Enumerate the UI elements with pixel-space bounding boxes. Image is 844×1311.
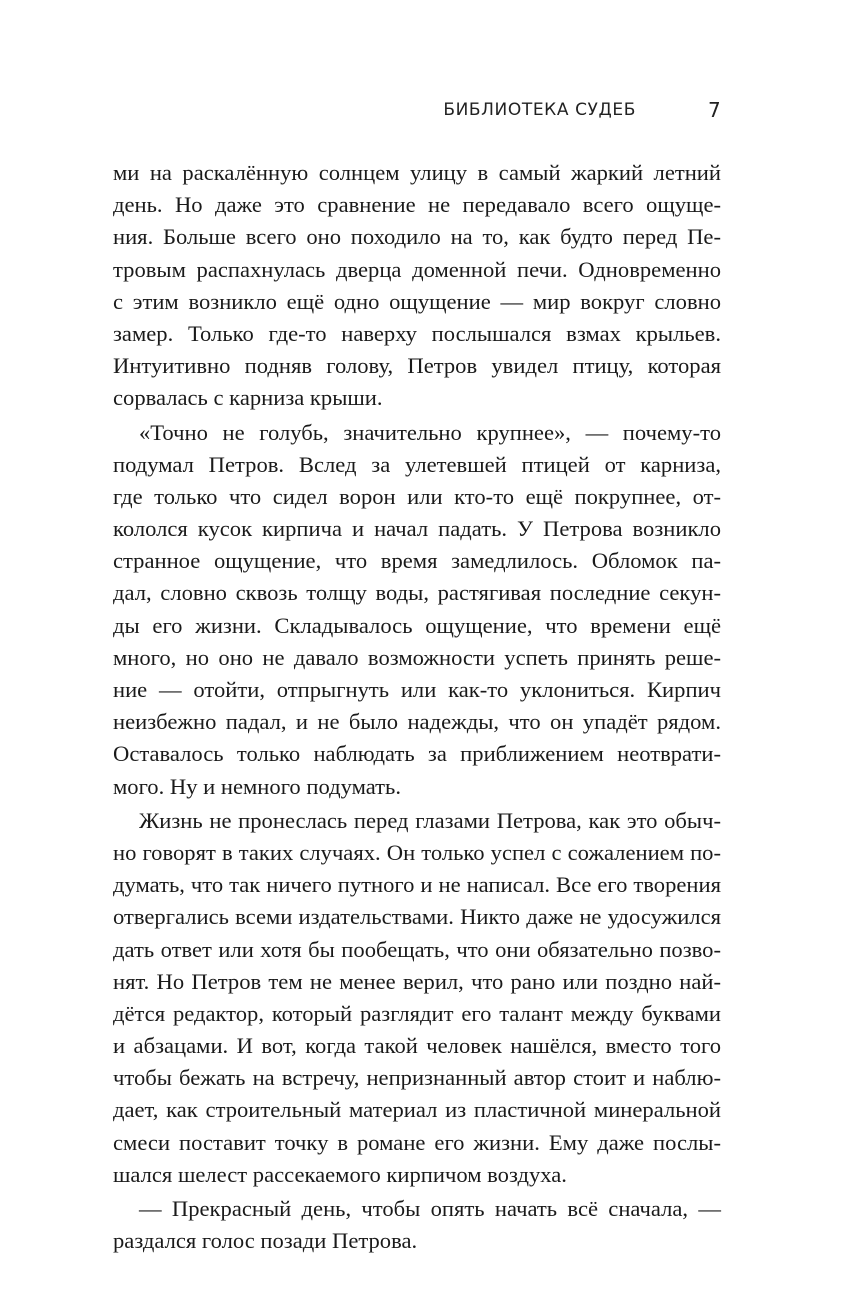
text-line: Интуитивно подняв голову, Петров увидел птицу, которая [113,353,721,379]
text-line: шался шелест рассекаемого кирпичом воздуха. [113,1161,567,1187]
text-line: дал, словно сквозь толщу воды, растягивая последние секун- [113,580,721,606]
text-line: тровым распахнулась дверца доменной печи. Одновременно [113,256,721,282]
text-line: ние — отойти, отпрыгнуть или как-то уклониться. Кирпич [113,677,721,702]
page-number: 7 [708,98,721,122]
text-line: раздался голос позади Петрова. [113,1228,418,1254]
text-line: замер. Только где-то наверху послышался взмах крыльев. [113,320,721,346]
text-line: дает, как строительный материал из пластичной минеральной [113,1097,721,1123]
text-line: смеси поставит точку в романе его жизни. Ему даже послы- [113,1129,721,1155]
text-line: дать ответ или хотя бы пообещать, что они обязательно позво- [113,936,721,962]
paragraph [113,157,721,415]
text-line: ния. Больше всего оно походило на то, как будто перед Пе- [113,224,721,250]
text-line: но говорят в таких случаях. Он только успел с сожалением по- [113,839,721,865]
body-text [113,157,721,1257]
text-line: день. Но даже это сравнение не передавало всего ощуще- [113,192,721,218]
text-line: «Точно не голубь, значительно крупнее», — почему-то [139,419,721,445]
text-line: ми на раскалённую солнцем улицу в самый жаркий летний [113,160,721,185]
text-line: Оставалось только наблюдать за приближением неотврати- [113,741,721,767]
paragraph [113,417,721,803]
text-line: где только что сидел ворон или кто-то ещё покрупнее, от- [113,483,721,509]
text-line: мого. Ну и немного подумать. [113,773,401,799]
text-line: подумал Петров. Вслед за улетевшей птицей от карниза, [113,451,721,477]
text-line: думать, что так ничего путного и не написал. Все его творения [113,872,721,898]
paragraph [113,1193,721,1257]
text-line: кололся кусок кирпича и начал падать. У Петрова возникло [113,516,721,542]
text-line: сорвалась с карниза крыши. [113,385,383,411]
text-line: ды его жизни. Складывалось ощущение, что времени ещё [113,612,721,638]
text-line: чтобы бежать на встречу, непризнанный автор стоит и наблю- [113,1065,721,1091]
text-line: — Прекрасный день, чтобы опять начать всё сначала, — [139,1196,721,1221]
text-line: Жизнь не пронеслась перед глазами Петрова, как это обыч- [139,807,721,833]
running-title: БИБЛИОТЕКА СУДЕБ [443,100,636,120]
text-line: отвергались всеми издательствами. Никто даже не удосужился [113,904,721,930]
text-line: неизбежно падал, и не было надежды, что он упадёт рядом. [113,709,721,735]
paragraph [113,805,721,1191]
text-line: много, но оно не давало возможности успеть принять реше- [113,644,721,670]
running-head [0,98,844,128]
text-line: и абзацами. И вот, когда такой человек нашёлся, вместо того [113,1033,721,1059]
text-line: странное ощущение, что время замедлилось. Обломок па- [113,548,721,574]
text-line: дётся редактор, который разглядит его талант между буквами [113,1000,721,1026]
text-line: с этим возникло ещё одно ощущение — мир вокруг словно [113,288,721,314]
text-line: нят. Но Петров тем не менее верил, что рано или поздно най- [113,968,721,994]
